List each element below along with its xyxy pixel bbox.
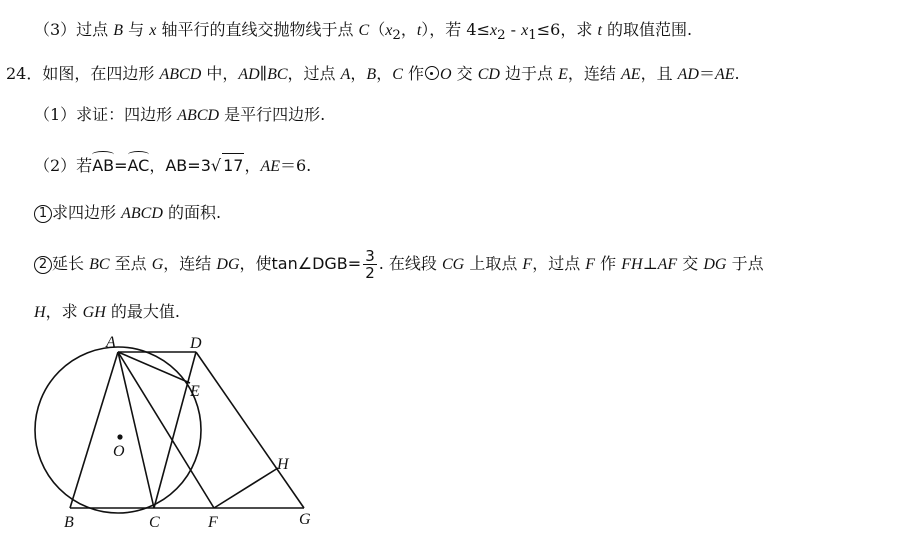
circled-number-2: 2	[34, 256, 52, 274]
arc-ab: AB	[92, 154, 114, 178]
label-h: H	[277, 456, 289, 473]
segment-fh	[214, 468, 278, 508]
fraction-3-over-2: $\frac{3}{2}$	[365, 247, 375, 282]
segment-ac	[118, 352, 154, 508]
segment-af	[118, 352, 214, 508]
circle-o	[35, 347, 201, 513]
segment-dc	[154, 352, 196, 508]
q24-sub2-continued: H，求 GH 的最大值.	[34, 302, 180, 321]
sqrt-sign: √	[210, 156, 222, 175]
label-a: A	[106, 334, 116, 351]
label-c: C	[149, 514, 160, 531]
q24-part2: （2）若AB=AC，AB=3√ 17，AE＝6.	[34, 153, 311, 179]
label-d: D	[190, 335, 202, 352]
q24-sub1: 1 求四边形 ABCD 的面积.	[34, 201, 221, 226]
segment-ae	[118, 352, 190, 383]
arc-ac: AC	[128, 154, 150, 178]
segment-ab	[70, 352, 118, 508]
q24-part1: （1）求证：四边形 ABCD 是平行四边形.	[34, 105, 326, 124]
label-b: B	[64, 514, 74, 531]
label-o: O	[113, 443, 125, 460]
center-point-o	[117, 434, 122, 439]
label-g: G	[299, 511, 311, 528]
label-f: F	[208, 514, 218, 531]
question-number: 24．	[6, 64, 43, 83]
sqrt-radicand: 17	[222, 153, 244, 178]
q23-part3-line: （3）过点 B 与 x 轴平行的直线交抛物线于点 $C(x_2$，t），若 $4\le x_2 - x_1\le 6$，求 t 的取值范围.	[34, 20, 693, 44]
q24-statement: 24．如图，在四边形 ABCD 中，AD∥BC，过点 A，B，C 作 O 交 CD 边于点 E，连结 AE，且 AD＝AE.	[6, 64, 740, 83]
circled-number-1: 1	[34, 205, 52, 223]
label-e: E	[190, 383, 200, 400]
q24-sub2: 2 延长 BC 至点 G，连结 DG，使tan∠DGB= $\frac{3}{2}$ . 在线段 CG 上取点 F，过点 F 作 FH⊥AF 交 DG 于点	[34, 248, 764, 281]
